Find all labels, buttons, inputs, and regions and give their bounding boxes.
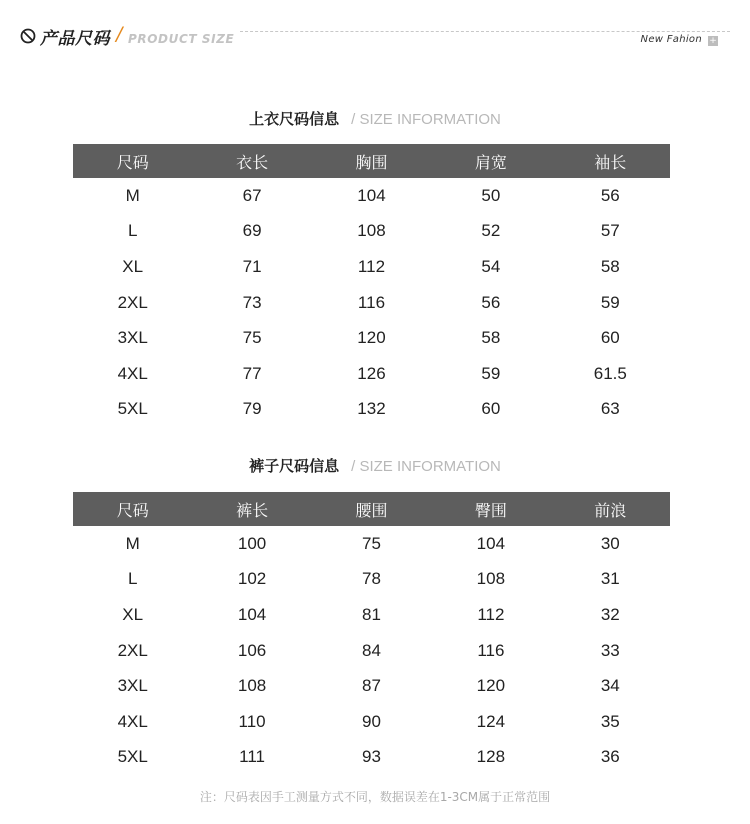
table-cell: 31	[600, 569, 620, 589]
table-cell: 108	[357, 221, 386, 241]
table-cell: 52	[481, 221, 501, 241]
table-row	[73, 356, 670, 392]
table-cell: 54	[481, 256, 501, 276]
column-header: 裤长	[236, 500, 269, 520]
table-cell: 4XL	[117, 711, 148, 731]
table-cell: M	[125, 185, 140, 205]
table-cell: 58	[600, 256, 620, 276]
table-cell: 5XL	[117, 747, 148, 767]
table-cell: 59	[481, 363, 501, 383]
bottom-title-en: / SIZE INFORMATION	[351, 458, 501, 475]
table-cell: 3XL	[117, 676, 148, 696]
table-header-row	[73, 492, 670, 526]
table-cell: 108	[237, 676, 267, 696]
table-cell: 108	[476, 569, 506, 589]
table-cell: XL	[122, 604, 144, 624]
table-row	[73, 249, 670, 285]
column-header: 胸围	[355, 152, 388, 172]
bottom-size-table	[73, 492, 670, 775]
column-header: 前浪	[594, 500, 627, 520]
table-cell: 3XL	[117, 328, 148, 348]
table-cell: M	[125, 533, 140, 553]
table-cell: 50	[481, 185, 501, 205]
table-cell: 90	[362, 711, 381, 731]
table-row	[73, 562, 670, 598]
column-header: 尺码	[116, 152, 149, 172]
table-cell: 60	[481, 399, 501, 419]
table-cell: 111	[239, 747, 265, 767]
table-cell: 56	[600, 185, 620, 205]
table-row	[73, 320, 670, 356]
table-cell: 36	[600, 747, 620, 767]
table-cell: 120	[476, 676, 506, 696]
table-cell: 5XL	[117, 399, 148, 419]
header-subtitle: PRODUCT SIZE	[128, 32, 235, 46]
table-row	[73, 633, 670, 669]
table-cell: 84	[362, 640, 381, 660]
table-cell: 32	[600, 604, 620, 624]
table-cell: 2XL	[117, 640, 148, 660]
header-divider	[240, 31, 730, 32]
table-cell: 93	[362, 747, 381, 767]
table-row	[73, 214, 670, 250]
bottom-section-title	[0, 455, 750, 476]
table-cell: L	[127, 221, 138, 241]
table-cell: L	[127, 569, 138, 589]
table-cell: 104	[237, 604, 267, 624]
table-cell: 106	[237, 640, 267, 660]
table-cell: 57	[600, 221, 620, 241]
table-cell: 75	[362, 533, 381, 553]
table-cell: 71	[242, 256, 262, 276]
top-title-en: / SIZE INFORMATION	[351, 111, 501, 128]
table-cell: 104	[357, 185, 386, 205]
table-row	[73, 178, 670, 214]
header-right-text: New Fahion	[637, 34, 702, 45]
table-cell: 112	[357, 256, 386, 276]
table-row	[73, 526, 670, 562]
table-cell: 116	[357, 292, 386, 312]
table-cell: 102	[237, 569, 267, 589]
table-row	[73, 597, 670, 633]
column-header: 腰围	[355, 500, 388, 520]
table-cell: 112	[477, 604, 505, 624]
table-cell: 100	[237, 533, 267, 553]
table-cell: 128	[476, 747, 506, 767]
table-cell: 34	[600, 676, 620, 696]
table-cell: 35	[600, 711, 620, 731]
table-row	[73, 668, 670, 704]
table-cell: 73	[242, 292, 262, 312]
plus-icon: +	[709, 36, 717, 46]
table-cell: 87	[362, 676, 381, 696]
table-cell: XL	[122, 256, 144, 276]
table-row	[73, 392, 670, 428]
table-cell: 132	[357, 399, 386, 419]
table-cell: 77	[242, 363, 262, 383]
table-row	[73, 285, 670, 321]
column-header: 肩宽	[474, 152, 507, 172]
column-header: 臀围	[474, 500, 507, 520]
table-cell: 75	[242, 328, 262, 348]
table-cell: 2XL	[117, 292, 148, 312]
table-cell: 30	[600, 533, 620, 553]
table-cell: 63	[600, 399, 620, 419]
table-cell: 61.5	[593, 363, 627, 383]
top-section-title	[0, 108, 750, 129]
table-cell: 78	[362, 569, 381, 589]
table-header-row	[73, 144, 670, 178]
top-title-cn: 上衣尺码信息	[249, 110, 340, 128]
no-entry-icon	[20, 28, 36, 44]
table-cell: 33	[600, 640, 620, 660]
column-header: 尺码	[116, 500, 149, 520]
table-cell: 116	[477, 640, 505, 660]
table-cell: 60	[600, 328, 620, 348]
page-header	[0, 0, 750, 60]
column-header: 衣长	[236, 152, 269, 172]
bottom-title-cn: 裤子尺码信息	[249, 457, 340, 475]
table-cell: 104	[476, 533, 506, 553]
header-slash: /	[116, 23, 123, 45]
table-cell: 58	[481, 328, 501, 348]
column-header: 袖长	[594, 152, 627, 172]
table-cell: 110	[238, 711, 266, 731]
header-title: 产品尺码	[40, 29, 110, 49]
table-cell: 120	[357, 328, 386, 348]
top-size-table	[73, 144, 670, 427]
table-cell: 69	[242, 221, 262, 241]
table-cell: 67	[242, 185, 262, 205]
table-cell: 56	[481, 292, 501, 312]
table-row	[73, 704, 670, 740]
table-cell: 124	[476, 711, 506, 731]
table-row	[73, 740, 670, 776]
table-cell: 79	[242, 399, 262, 419]
table-cell: 4XL	[117, 363, 148, 383]
footnote: 注：尺码表因手工测量方式不同，数据误差在1-3CM属于正常范围	[199, 790, 551, 804]
table-cell: 126	[357, 363, 386, 383]
table-cell: 59	[600, 292, 620, 312]
table-cell: 81	[362, 604, 381, 624]
